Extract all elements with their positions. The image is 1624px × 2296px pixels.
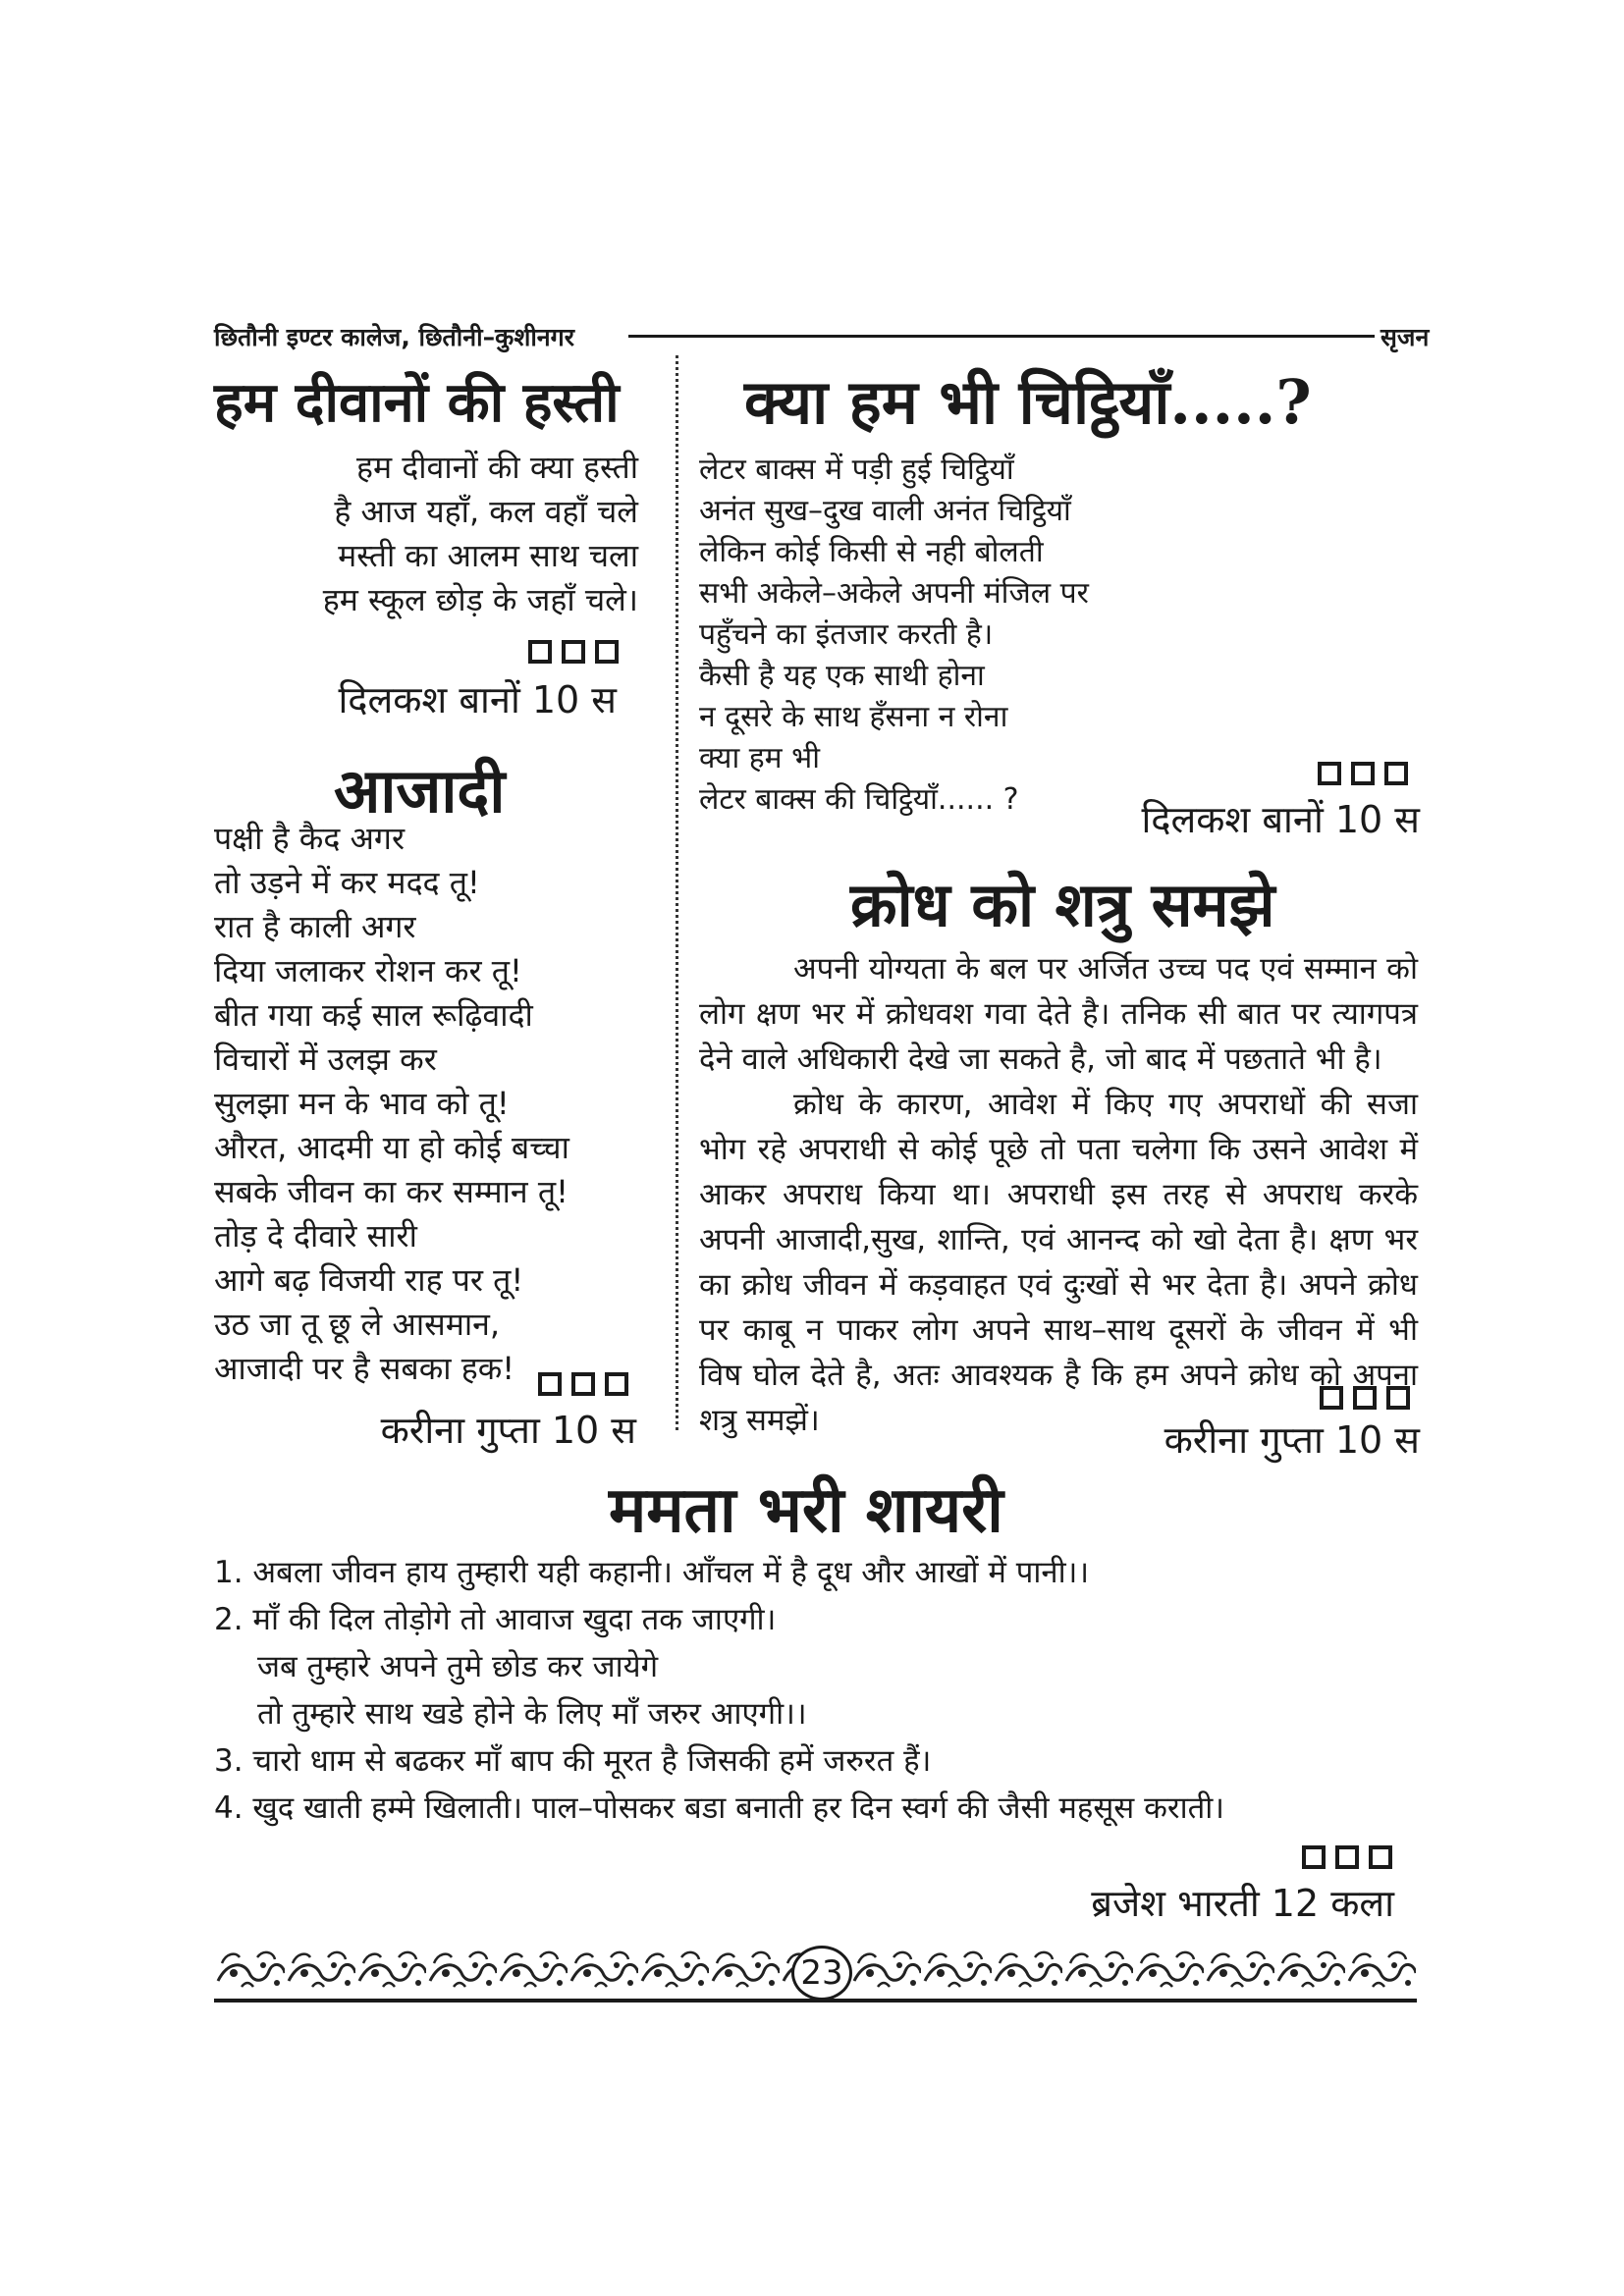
poem3-author: दिलकश बानों 10 स: [1141, 798, 1420, 841]
poem2-line: आजादी पर है सबका हक!: [214, 1350, 515, 1387]
poem1-line: हम स्कूल छोड़ के जहाँ चले।: [322, 581, 638, 618]
poem2-line: सबके जीवन का कर सम्मान तू!: [214, 1173, 568, 1210]
article-paragraph: क्रोध के कारण, आवेश में किए गए अपराधों की सजा भोग रहे अपराधी से कोई पूछे तो पता चलेगा कि उसने आवेश में आकर अपराध किया था। अपराधी इस तरह से अपराध करके अपनी आजादी,सुख, शान्ति, एवं आनन्द को खो देता है। क्षण भर का क्रोध जीवन में कड़वाहत एवं दुःखों से भर देता है। अपने क्रोध पर काबू न पाकर लोग अपने साथ–साथ दूसरों के जीवन में भी विष घोल देते है, अतः आवश्यक है कि हम अपने क्रोध को अपना शत्रु समझें।: [699, 1087, 1418, 1438]
square-icon: [1320, 1386, 1343, 1410]
shayari-line: 1. अबला जीवन हाय तुम्हारी यही कहानी। आँचल में है दूध और आखों में पानी।।: [214, 1555, 1090, 1590]
square-icon: [1386, 1386, 1410, 1410]
square-icon: [1302, 1845, 1326, 1869]
column-divider: [676, 355, 678, 1430]
poem1-end-marks: [518, 640, 619, 669]
poem3-line: कैसी है यह एक साथी होना: [699, 659, 985, 693]
poem3-line: लेटर बाक्स में पड़ी हुई चिट्ठियाँ: [699, 453, 1014, 487]
poem2-line: तोड़ दे दीवारे सारी: [214, 1217, 417, 1255]
shayari-list: [214, 1549, 1224, 1832]
poem3-end-marks: [1308, 762, 1408, 791]
shayari-end-marks: [1292, 1845, 1392, 1875]
poem2-end-marks: [528, 1372, 628, 1402]
square-icon: [1351, 762, 1375, 785]
shayari-line: 2. माँ की दिल तोड़ोगे तो आवाज खुदा तक जाएगी।: [214, 1602, 777, 1637]
header-magazine-name: सृजन: [1380, 323, 1430, 351]
square-icon: [1353, 1386, 1377, 1410]
header-rule: [628, 335, 1375, 338]
poem1-title: हम दीवानों की हस्ती: [214, 370, 620, 435]
poem3-body: [699, 450, 1089, 821]
poem3-line: न दूसरे के साथ हँसना न रोना: [699, 700, 1008, 734]
page-number: 23: [791, 1946, 852, 2001]
shayari-author: ब्रजेश भारती 12 कला: [1091, 1882, 1394, 1925]
poem1-body: [0, 446, 638, 622]
poem3-line: सभी अकेले–अकेले अपनी मंजिल पर: [699, 576, 1089, 611]
article-title: क्रोध को शत्रु समझे: [850, 869, 1275, 940]
poem2-line: औरत, आदमी या हो कोई बच्चा: [214, 1129, 569, 1166]
poem3-line: पहुँचने का इंतजार करती है।: [699, 617, 994, 652]
square-icon: [1384, 762, 1408, 785]
square-icon: [571, 1372, 595, 1396]
poem2-line: दिया जलाकर रोशन कर तू!: [214, 952, 522, 989]
shayari-line: जब तुम्हारे अपने तुमे छोड कर जायेगे: [257, 1649, 659, 1684]
square-icon: [528, 640, 552, 664]
poem2-body: [214, 817, 569, 1391]
poem1-author: दिलकश बानों 10 स: [338, 678, 617, 721]
poem2-line: उठ जा तू छू ले आसमान,: [214, 1306, 501, 1343]
poem3-line: क्या हम भी: [699, 741, 821, 775]
poem1-line: मस्ती का आलम साथ चला: [338, 537, 638, 574]
shayari-line: तो तुम्हारे साथ खडे होने के लिए माँ जरुर आएगी।।: [257, 1696, 807, 1732]
shayari-title: ममता भरी शायरी: [609, 1473, 1003, 1547]
poem2-line: तो उड़ने में कर मदद तू!: [214, 864, 480, 901]
poem2-author: करीना गुप्ता 10 स: [380, 1409, 636, 1452]
square-icon: [605, 1372, 628, 1396]
poem3-line: लेटर बाक्स की चिट्ठियाँ...... ?: [699, 782, 1019, 817]
poem3-line: लेकिन कोई किसी से नही बोलती: [699, 535, 1044, 569]
shayari-line: 3. चारो धाम से बढकर माँ बाप की मूरत है जिसकी हमें जरुरत हैं।: [214, 1743, 932, 1779]
poem3-line: अनंत सुख–दुख वाली अनंत चिट्ठियाँ: [699, 494, 1071, 528]
poem2-line: विचारों में उलझ कर: [214, 1041, 437, 1078]
poem1-line: है आज यहाँ, कल वहाँ चले: [334, 493, 638, 530]
poem1-line: हम दीवानों की क्या हस्ती: [355, 449, 638, 486]
poem2-line: पक्षी है कैद अगर: [214, 820, 406, 857]
square-icon: [1369, 1845, 1392, 1869]
poem2-line: सुलझा मन के भाव को तू!: [214, 1085, 510, 1122]
header-college-name: छितौनी इण्टर कालेज, छितौनी–कुशीनगर: [214, 323, 574, 351]
square-icon: [595, 640, 619, 664]
poem2-line: आगे बढ़ विजयी राह पर तू!: [214, 1261, 524, 1299]
article-end-marks: [1310, 1386, 1410, 1415]
square-icon: [562, 640, 585, 664]
article-body: [699, 946, 1418, 1443]
article-author: करीना गुप्ता 10 स: [1164, 1418, 1420, 1462]
poem3-title: क्या हम भी चिट्ठियाँ.....?: [744, 366, 1312, 438]
square-icon: [1335, 1845, 1359, 1869]
square-icon: [538, 1372, 562, 1396]
shayari-line: 4. खुद खाती हम्मे खिलाती। पाल–पोसकर बडा बनाती हर दिन स्वर्ग की जैसी महसूस कराती।: [214, 1790, 1225, 1826]
poem2-line: रात है काली अगर: [214, 908, 416, 945]
poem2-line: बीत गया कई साल रूढ़िवादी: [214, 996, 533, 1034]
article-paragraph: अपनी योग्यता के बल पर अर्जित उच्च पद एवं सम्मान को लोग क्षण भर में क्रोधवश गवा देते है। तनिक सी बात पर त्यागपत्र देने वाले अधिकारी देखे जा सकते है, जो बाद में पछताते भी है।: [699, 951, 1418, 1077]
poem2-title: आजादी: [334, 755, 506, 827]
square-icon: [1318, 762, 1341, 785]
